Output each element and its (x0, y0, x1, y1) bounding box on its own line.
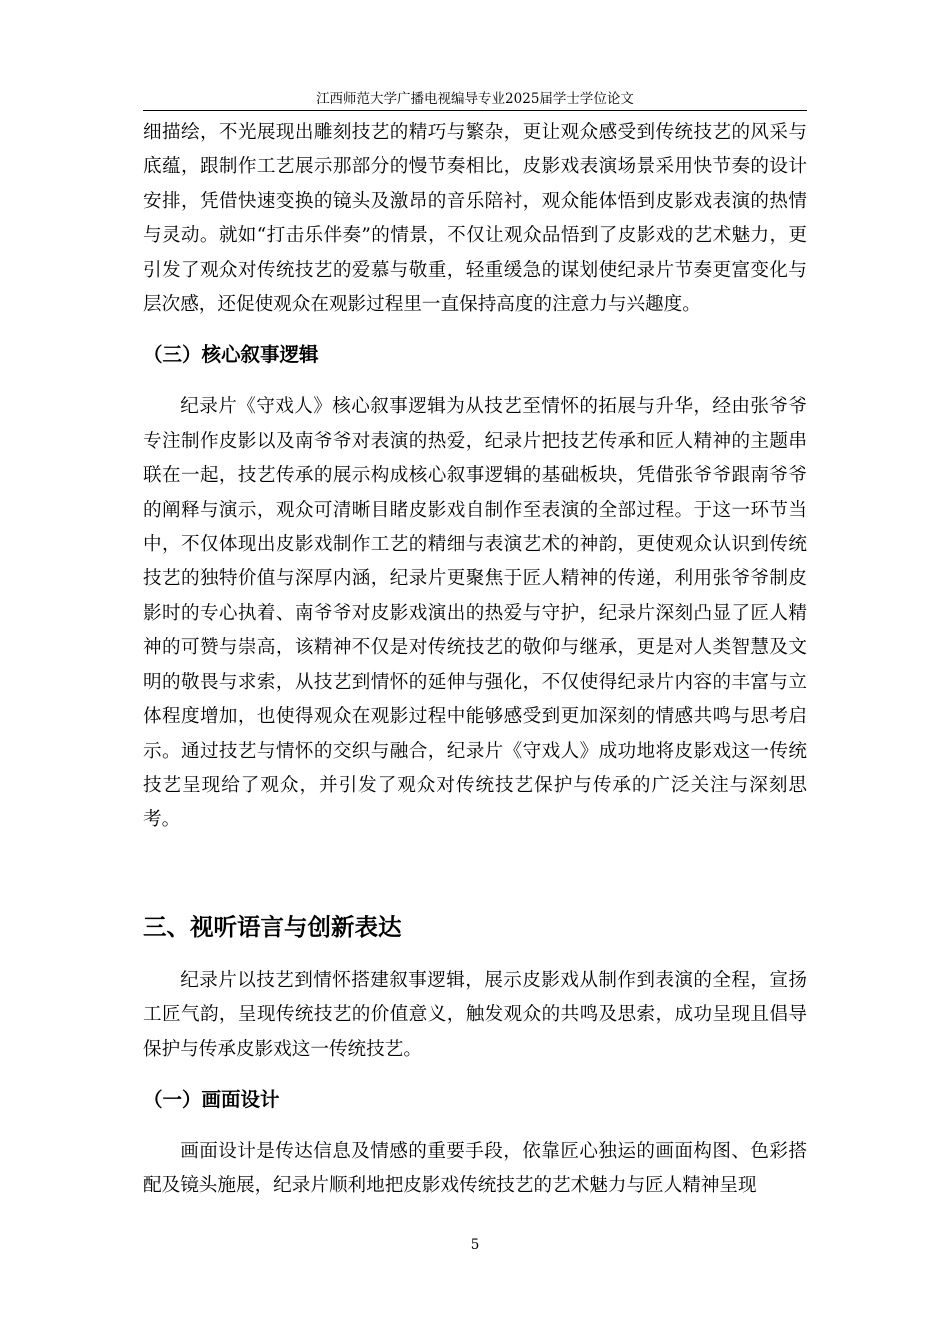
paragraph-continuation: 细描绘，不光展现出雕刻技艺的精巧与繁杂，更让观众感受到传统技艺的风采与底蕴，跟制作工艺展示那部分的慢节奏相比，皮影戏表演场景采用快节奏的设计安排，凭借快速变换的镜头及激昂的音乐陪衬，观众能体悟到皮影戏表演的热情与灵动。就如“打击乐伴奏”的情景，不仅让观众品悟到了皮影戏的艺术魅力，更引发了观众对传统技艺的爱慕与敬重，轻重缓急的谋划使纪录片节奏更富变化与层次感，还促使观众在观影过程里一直保持高度的注意力与兴趣度。 (143, 122, 807, 316)
section-heading-audiovisual-language: 三、视听语言与创新表达 (143, 912, 402, 941)
paragraph-visual-design: 画面设计是传达信息及情感的重要手段，依靠匠心独运的画面构图、色彩搭配及镜头施展，纪录片顺利地把皮影戏传统技艺的艺术魅力与匠人精神呈现 (143, 1140, 807, 1197)
page-header: 江西师范大学广播电视编导专业2025届学士学位论文 (143, 88, 807, 111)
page-number: 5 (470, 1237, 480, 1253)
paragraph-core-narrative: 纪录片《守戏人》核心叙事逻辑为从技艺至情怀的拓展与升华，经由张爷爷专注制作皮影以及南爷爷对表演的热爱，纪录片把技艺传承和匠人精神的主题串联在一起，技艺传承的展示构成核心叙事逻辑的基础板块，凭借张爷爷跟南爷爷的阐释与演示，观众可清晰目睹皮影戏自制作至表演的全部过程。于这一环节当中，不仅体现出皮影戏制作工艺的精细与表演艺术的神韵，更使观众认识到传统技艺的独特价值与深厚内涵，纪录片更聚焦于匠人精神的传递，利用张爷爷制皮影时的专心执着、南爷爷对皮影戏演出的热爱与守护，纪录片深刻凸显了匠人精神的可赞与崇高，该精神不仅是对传统技艺的敬仰与继承，更是对人类智慧及文明的敬畏与求索，从技艺到情怀的延伸与强化，不仅使得纪录片内容的丰富与立体程度增加，也使得观众在观影过程中能够感受到更加深刻的情感共鸣与思考启示。通过技艺与情怀的交织与融合，纪录片《守戏人》成功地将皮影戏这一传统技艺呈现给了观众，并引发了观众对传统技艺保护与传承的广泛关注与深刻思考。 (143, 396, 807, 831)
document-body (143, 116, 807, 1204)
subheading-visual-design: （一）画面设计 (143, 1087, 280, 1111)
subheading-core-narrative-logic: （三）核心叙事逻辑 (143, 343, 319, 367)
paragraph-section-intro: 纪录片以技艺到情怀搭建叙事逻辑，展示皮影戏从制作到表演的全程，宣扬工匠气韵，呈现传统技艺的价值意义，触发观众的共鸣及思索，成功呈现且倡导保护与传承皮影戏这一传统技艺。 (143, 969, 807, 1060)
